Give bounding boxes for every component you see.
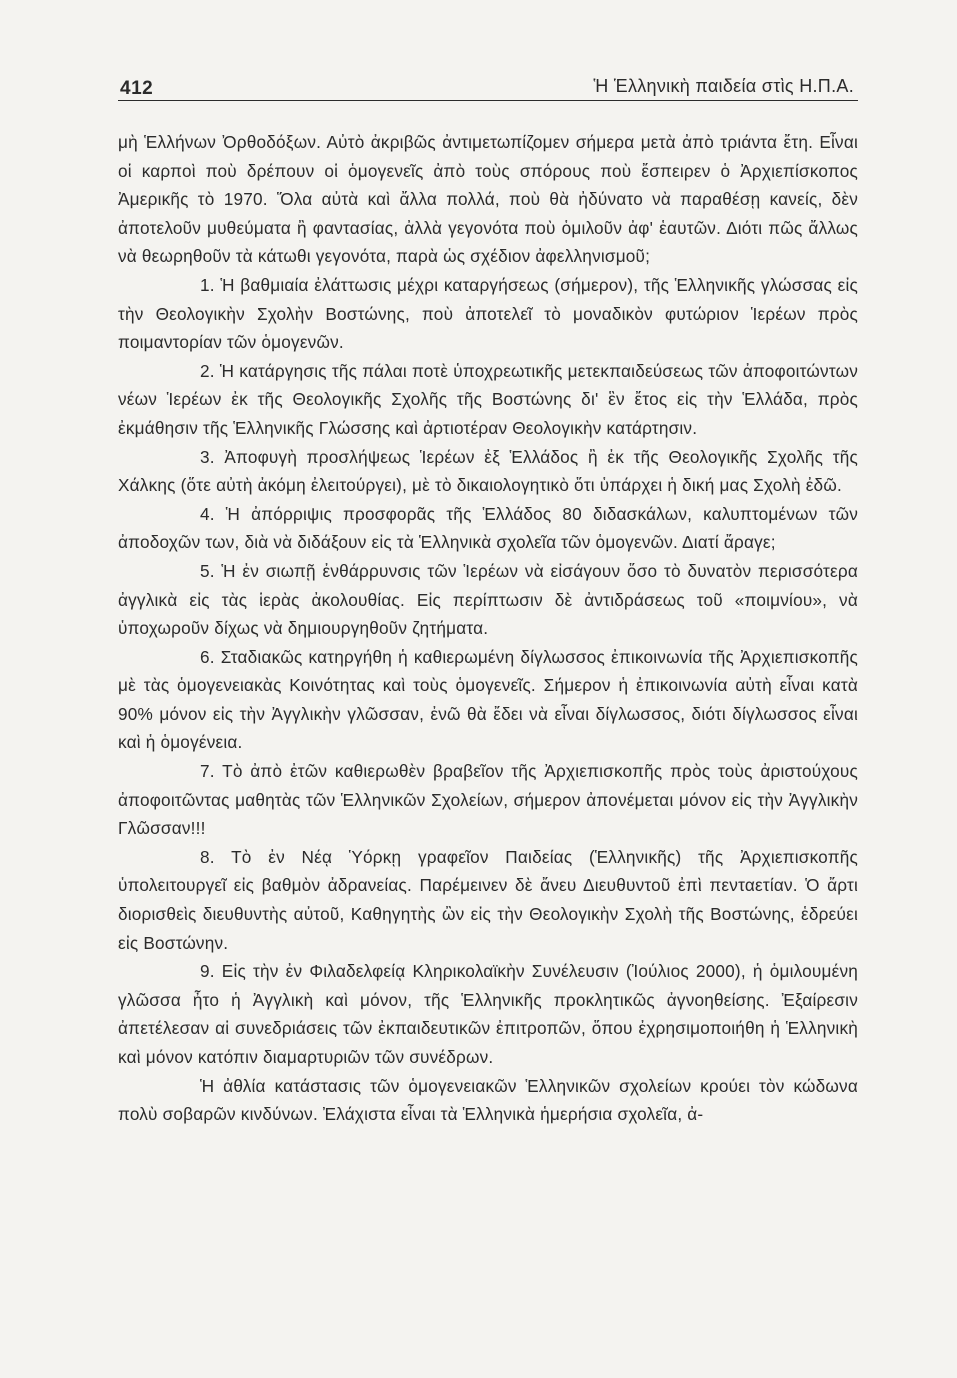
running-header [118,74,858,101]
list-item-6: 6. Σταδιακῶς κατηργήθη ἡ καθιερωμένη δίγλωσσος ἐπικοινωνία τῆς Ἀρχιεπισκοπῆς μὲ τὰς ὁμογενειακὰς Κοινότητας καὶ τοὺς ὁμογενεῖς. Σήμερον ἡ ἐπικοινωνία αὐτὴ εἶναι κατὰ 90% μόνον εἰς τὴν Ἀγγλικὴν γλῶσσαν, ἐνῶ θὰ ἔδει νὰ εἶναι δίγλωσσος, διότι δίγλωσσος εἶναι καὶ ἡ ὁμογένεια. [118,646,858,753]
paragraph-intro: μὴ Ἑλλήνων Ὀρθοδόξων. Αὐτὸ ἀκριβῶς ἀντιμετωπίζομεν σήμερα μετὰ ἀπὸ τριάντα ἔτη. Εἶναι οἱ καρποὶ ποὺ δρέπουν οἱ ὁμογενεῖς ἀπὸ τοὺς σπόρους ποὺ ἔσπειρεν ὁ Ἀρχιεπίσκοπος Ἀμερικῆς τὸ 1970. Ὅλα αὐτὰ καὶ ἄλλα πολλά, ποὺ θὰ ἠδύνατο νὰ παραθέσῃ κανείς, δὲν ἀποτελοῦν μυθεύματα ἢ φαντασίας, ἀλλὰ γεγονότα ποὺ ὁμιλοῦν ἀφ' ἑαυτῶν. Διότι πῶς ἄλλως νὰ θεωρηθοῦν τὰ κάτωθι γεγονότα, παρὰ ὡς σχέδιον ἀφελληνισμοῦ; [118,132,858,267]
list-item-4: 4. Ἡ ἀπόρριψις προσφορᾶς τῆς Ἑλλάδος 80 διδασκάλων, καλυπτομένων τῶν ἀποδοχῶν των, διὰ νὰ διδάξουν εἰς τὰ Ἑλληνικὰ σχολεῖα τῶν ὁμογενῶν. Διατί ἄραγε; [118,503,858,553]
paragraph-closing: Ἡ ἀθλία κατάστασις τῶν ὁμογενειακῶν Ἑλληνικῶν σχολείων κρούει τὸν κώδωνα πολὺ σοβαρῶν κινδύνων. Ἐλάχιστα εἶναι τὰ Ἑλληνικὰ ἡμερήσια σχολεῖα, ἀ- [118,1075,858,1125]
body-text [118,128,858,1129]
page-number: 412 [120,78,154,99]
list-item-7: 7. Τὸ ἀπὸ ἐτῶν καθιερωθὲν βραβεῖον τῆς Ἀρχιεπισκοπῆς πρὸς τοὺς ἀριστούχους ἀποφοιτῶντας μαθητὰς τῶν Ἑλληνικῶν Σχολείων, σήμερον ἀπονέμεται μόνον εἰς τὴν Ἀγγλικὴν Γλῶσσαν!!! [118,761,858,839]
list-item-1: 1. Ἡ βαθμιαία ἐλάττωσις μέχρι καταργήσεως (σήμερον), τῆς Ἑλληνικῆς γλώσσας εἰς τὴν Θεολογικὴν Σχολὴν Βοστώνης, ποὺ ἀποτελεῖ τὸ μοναδικὸν φυτώριον Ἱερέων πρὸς ποιμαντορίαν τῶν ὁμογενῶν. [118,274,858,353]
running-title: Ἡ Ἑλληνικὴ παιδεία στὶς Η.Π.Α. [593,76,854,96]
list-item-5: 5. Ἡ ἐν σιωπῇ ἐνθάρρυνσις τῶν Ἱερέων νὰ εἰσάγουν ὅσο τὸ δυνατὸν περισσότερα ἀγγλικὰ εἰς τὰς ἱερὰς ἀκολουθίας. Εἰς περίπτωσιν δὲ ἀντιδράσεως τοῦ «ποιμνίου», νὰ ὑποχωροῦν δίχως νὰ δημιουργηθοῦν ζητήματα. [118,560,858,639]
list-item-8: 8. Τὸ ἐν Νέᾳ Ὑόρκῃ γραφεῖον Παιδείας (Ἑλληνικῆς) τῆς Ἀρχιεπισκοπῆς ὑπολειτουργεῖ εἰς βαθμὸν ἀδρανείας. Παρέμεινεν δὲ ἄνευ Διευθυντοῦ ἐπὶ πενταετίαν. Ὁ ἄρτι διορισθεὶς διευθυντὴς αὐτοῦ, Καθηγητὴς ὢν εἰς τὴν Θεολογικὴν Σχολὴ τῆς Βοστώνης, ἑδρεύει εἰς Βοστώνην. [118,846,858,953]
list-item-3: 3. Ἀποφυγὴ προσλήψεως Ἱερέων ἐξ Ἑλλάδος ἢ ἐκ τῆς Θεολογικῆς Σχολῆς τῆς Χάλκης (ὅτε αὐτὴ ἀκόμη ἐλειτούργει), μὲ τὸ δικαιολογητικὸ ὅτι ὑπάρχει ἡ δική μας Σχολὴ ἐδῶ. [118,446,858,496]
list-item-2: 2. Ἡ κατάργησις τῆς πάλαι ποτὲ ὑποχρεωτικῆς μετεκπαιδεύσεως τῶν ἀποφοιτώντων νέων Ἱερέων ἐκ τῆς Θεολογικῆς Σχολῆς τῆς Βοστώνης δι' ἓν ἔτος εἰς τὴν Ἑλλάδα, πρὸς ἐκμάθησιν τῆς Ἑλληνικῆς Γλώσσης καὶ ἀρτιοτέραν Θεολογικὴν κατάρτησιν. [118,360,858,438]
list-item-9: 9. Εἰς τὴν ἐν Φιλαδελφείᾳ Κληρικολαϊκὴν Συνέλευσιν (Ἰούλιος 2000), ἡ ὁμιλουμένη γλῶσσα ἦτο ἡ Ἀγγλικὴ καὶ μόνον, τῆς Ἑλληνικῆς προκλητικῶς ἀγνοηθείσης. Ἐξαίρεσιν ἀπετέλεσαν αἱ συνεδριάσεις τῶν ἐκπαιδευτικῶν ἐπιτροπῶν, ὅπου ἐχρησιμοποιήθη ἡ Ἑλληνικὴ καὶ μόνον κατόπιν διαμαρτυριῶν τῶν συνέδρων. [118,961,858,1067]
